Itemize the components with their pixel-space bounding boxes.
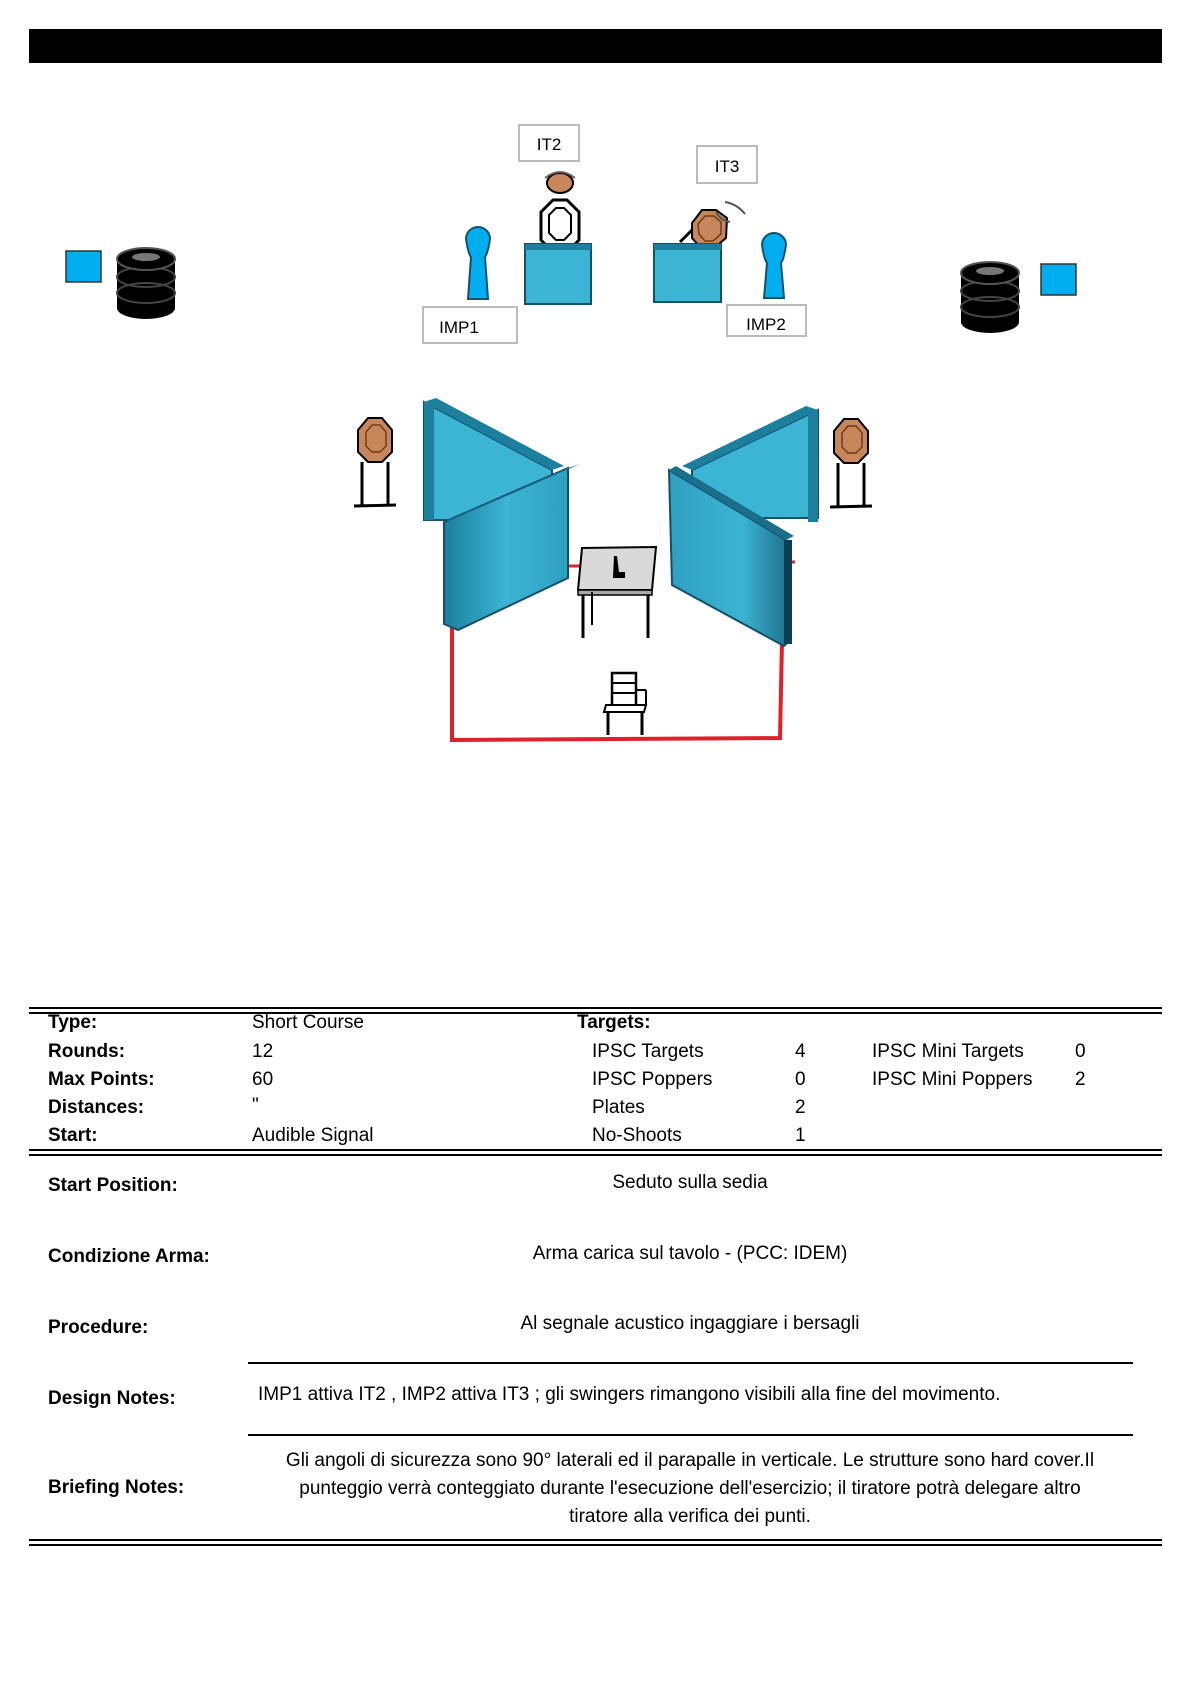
target-count: 2 xyxy=(795,1097,806,1118)
design-notes-label: Design Notes: xyxy=(48,1388,176,1409)
type-label: Type: xyxy=(48,1012,98,1033)
svg-text:IT2: IT2 xyxy=(536,135,562,154)
target-name: Plates xyxy=(592,1097,645,1118)
no-shoot-it2 xyxy=(541,172,579,252)
chair xyxy=(604,673,646,735)
rounds-label: Rounds: xyxy=(48,1041,126,1062)
briefing-notes-line: punteggio verrà conteggiato durante l'esecuzione dell'esercizio; il tiratore potrà delegare altro xyxy=(299,1478,1081,1499)
start-value: Audible Signal xyxy=(252,1125,374,1146)
target-name: IPSC Poppers xyxy=(592,1069,713,1090)
start-position-value: Seduto sulla sedia xyxy=(612,1172,768,1193)
footer-rule-2 xyxy=(29,1544,1162,1546)
info-bottom-rule xyxy=(29,1149,1162,1151)
left-square-marker xyxy=(66,251,101,282)
mini-target-count: 0 xyxy=(1075,1041,1086,1062)
mini-target-name: IPSC Mini Poppers xyxy=(872,1069,1033,1090)
box-wall-left xyxy=(525,244,591,304)
condizione-arma-value: Arma carica sul tavolo - (PCC: IDEM) xyxy=(532,1243,848,1264)
target-name: No-Shoots xyxy=(592,1125,682,1146)
mini-popper-imp2 xyxy=(762,233,786,298)
svg-text:IMP2: IMP2 xyxy=(746,315,786,334)
label-imp1 xyxy=(423,307,517,343)
briefing-notes-label: Briefing Notes: xyxy=(48,1477,185,1498)
label-it2 xyxy=(519,125,579,161)
box-wall-right xyxy=(654,244,721,302)
footer-rule xyxy=(29,1539,1162,1541)
target-count: 0 xyxy=(795,1069,806,1090)
start-label: Start: xyxy=(48,1125,98,1146)
target-count: 4 xyxy=(795,1041,806,1062)
right-barrel-stack xyxy=(961,262,1019,333)
maxpoints-value: 60 xyxy=(252,1069,274,1090)
design-notes-value: IMP1 attiva IT2 , IMP2 attiva IT3 ; gli swingers rimangono visibili alla fine del movimento. xyxy=(258,1384,1001,1405)
left-barrel-stack xyxy=(117,248,175,319)
label-imp2 xyxy=(727,305,806,336)
design-notes-top-rule xyxy=(248,1362,1133,1364)
mini-target-count: 2 xyxy=(1075,1069,1086,1090)
stage-diagram xyxy=(0,0,1191,800)
condizione-arma-label: Condizione Arma: xyxy=(48,1246,210,1267)
maxpoints-label: Max Points: xyxy=(48,1069,155,1090)
briefing-notes-top-rule xyxy=(248,1434,1133,1436)
briefing-notes-line: tiratore alla verifica dei punti. xyxy=(569,1506,811,1527)
procedure-value: Al segnale acustico ingaggiare i bersagli xyxy=(520,1313,860,1334)
swinger-target-it3 xyxy=(680,202,745,248)
target-stand-right xyxy=(830,419,872,507)
info-top-rule xyxy=(29,1007,1162,1009)
info-bottom-rule-2 xyxy=(29,1154,1162,1156)
right-square-marker xyxy=(1041,264,1076,295)
svg-text:IMP1: IMP1 xyxy=(439,318,479,337)
mini-target-name: IPSC Mini Targets xyxy=(872,1041,1024,1062)
type-value: Short Course xyxy=(252,1012,364,1033)
label-it3 xyxy=(697,146,757,183)
table-with-gun xyxy=(578,547,656,638)
distances-value: " xyxy=(252,1095,259,1116)
targets-label: Targets: xyxy=(577,1012,651,1033)
mini-popper-imp1 xyxy=(466,227,490,299)
start-position-label: Start Position: xyxy=(48,1175,178,1196)
distances-label: Distances: xyxy=(48,1097,145,1118)
briefing-notes-line: Gli angoli di sicurezza sono 90° laterali ed il parapalle in verticale. Le strutture sono hard cover.Il xyxy=(285,1450,1095,1471)
target-count: 1 xyxy=(795,1125,806,1146)
rounds-value: 12 xyxy=(252,1041,274,1062)
target-stand-left xyxy=(354,418,396,506)
procedure-label: Procedure: xyxy=(48,1317,149,1338)
target-name: IPSC Targets xyxy=(592,1041,704,1062)
svg-text:IT3: IT3 xyxy=(714,157,740,176)
